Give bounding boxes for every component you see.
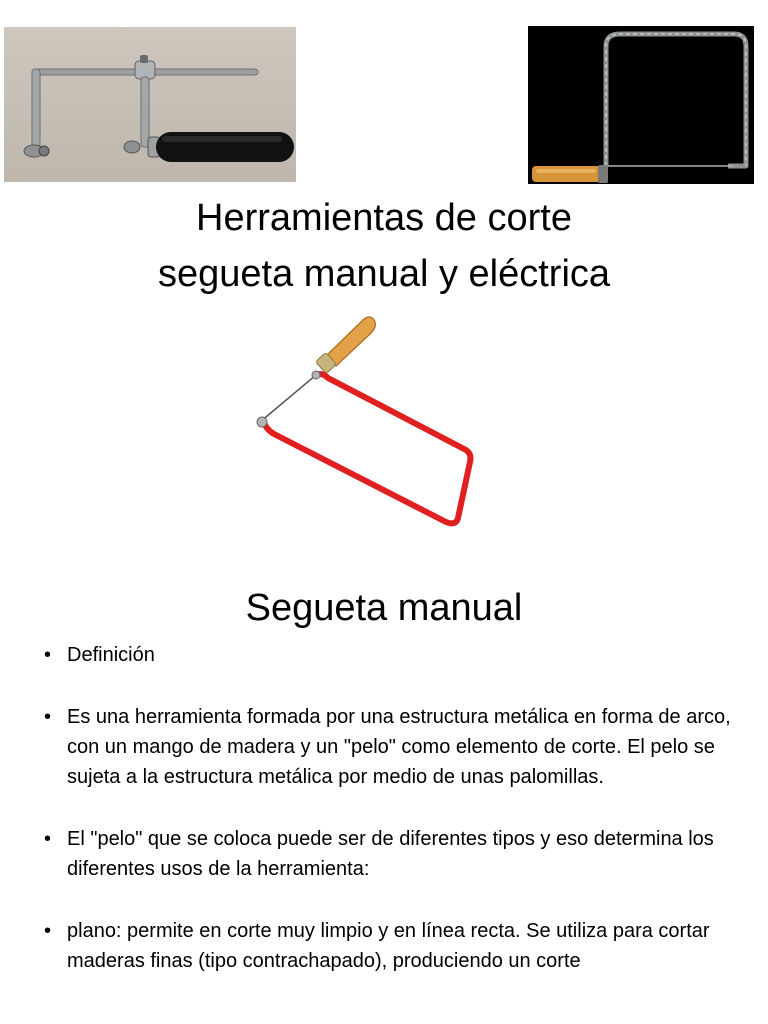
coping-saw-dark-illustration [528,26,754,184]
slide-title-line-1: Herramientas de corte [196,197,572,239]
coping-saw-dark-photo [528,26,754,184]
bullet-list [44,640,744,976]
bullet-definition: • Definición [44,640,744,670]
bullet-plano: • plano: permite en corte muy limpio y en línea recta. Se utiliza para cortar maderas finas (tipo contrachapado), produciendo un corte [44,916,744,976]
bullet-blade-types: • El "pelo" que se coloca puede ser de diferentes tipos y eso determina los diferentes usos de la herramienta: [44,824,744,884]
red-coping-saw-illustration [208,300,568,545]
slide-title-line-2: segueta manual y eléctrica [157,253,611,295]
red-coping-saw-photo [208,300,568,545]
section-heading: Segueta manual [245,587,523,629]
bullet-description: • Es una herramienta formada por una estructura metálica en forma de arco, con un mango de madera y un "pelo" como elemento de corte. El pelo se sujeta a la estructura metálica por medio de unas palomillas. [44,702,744,792]
adjustable-saw-photo [4,27,296,182]
adjustable-saw-illustration [4,27,296,182]
